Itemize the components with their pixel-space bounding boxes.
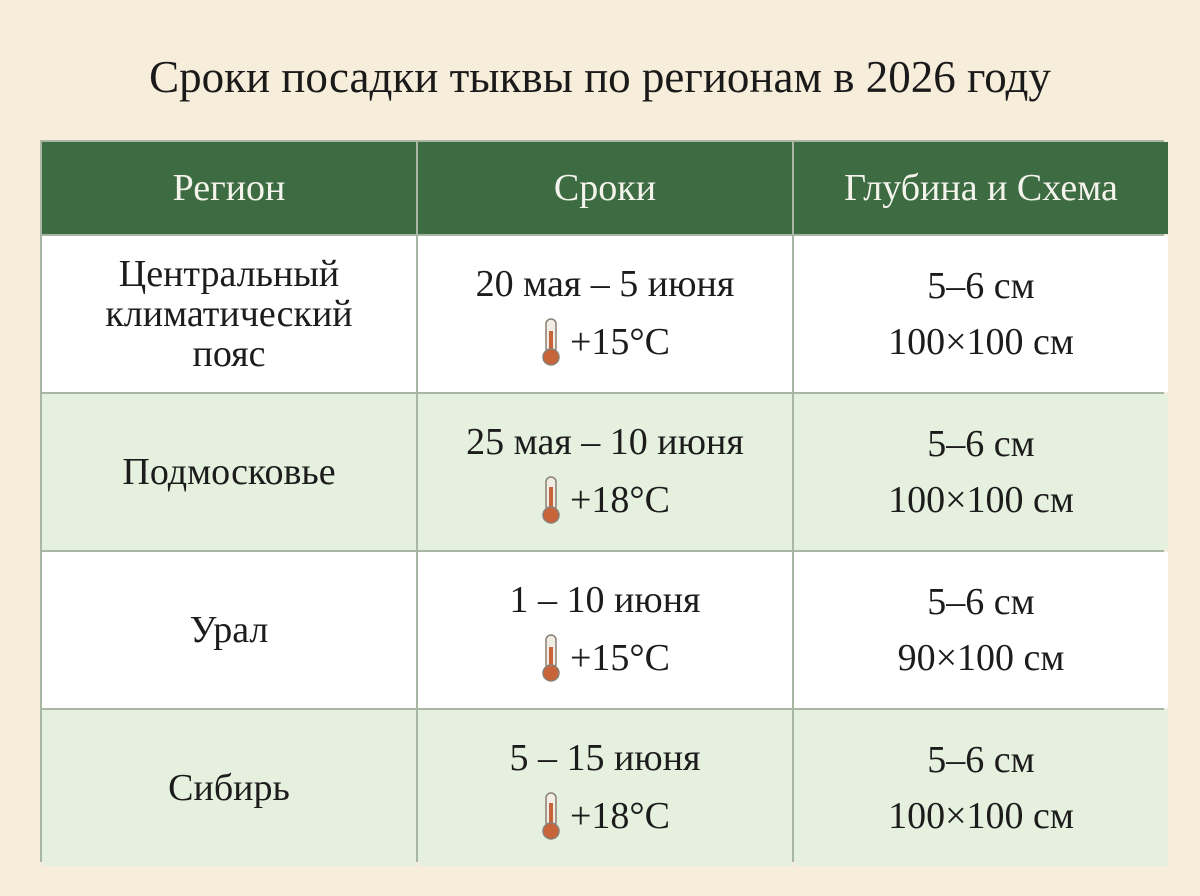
- dates-cell: [418, 394, 792, 550]
- region-name-line: климатический: [105, 293, 353, 335]
- page-title: Сроки посадки тыквы по регионам в 2026 году: [149, 52, 1051, 102]
- depth-scheme-cell: [794, 394, 1168, 550]
- header-depth-scheme: Глубина и Схема: [794, 142, 1168, 234]
- temperature: [540, 317, 670, 367]
- region-cell: [42, 552, 416, 708]
- temperature: [540, 791, 670, 841]
- region-cell: [42, 710, 416, 866]
- depth-scheme-cell: [794, 710, 1168, 866]
- depth-text: 5–6 см: [927, 739, 1035, 781]
- thermometer-icon: [540, 317, 562, 367]
- region-name-line: Подмосковье: [122, 451, 336, 493]
- dates-cell: [418, 236, 792, 392]
- region-name-line: Центральный: [118, 253, 340, 295]
- region-name-line: пояс: [192, 333, 266, 375]
- depth-text: 5–6 см: [927, 265, 1035, 307]
- depth-text: 5–6 см: [927, 423, 1035, 465]
- planting-table: [40, 140, 1164, 862]
- temperature-value: +15°C: [570, 321, 670, 363]
- dates-cell: [418, 552, 792, 708]
- scheme-text: 90×100 см: [897, 637, 1065, 679]
- dates-cell: [418, 710, 792, 866]
- dates-text: 20 мая – 5 июня: [475, 263, 735, 305]
- temperature: [540, 633, 670, 683]
- depth-scheme-cell: [794, 236, 1168, 392]
- depth-text: 5–6 см: [927, 581, 1035, 623]
- region-cell: [42, 394, 416, 550]
- region-name-line: Сибирь: [168, 767, 290, 809]
- thermometer-icon: [540, 475, 562, 525]
- temperature: [540, 475, 670, 525]
- header-region: Регион: [42, 142, 416, 234]
- scheme-text: 100×100 см: [888, 321, 1074, 363]
- thermometer-icon: [540, 633, 562, 683]
- scheme-text: 100×100 см: [888, 479, 1074, 521]
- header-dates: Сроки: [418, 142, 792, 234]
- region-name-line: Урал: [189, 609, 269, 651]
- dates-text: 25 мая – 10 июня: [466, 421, 744, 463]
- scheme-text: 100×100 см: [888, 795, 1074, 837]
- temperature-value: +15°C: [570, 637, 670, 679]
- region-cell: [42, 236, 416, 392]
- temperature-value: +18°C: [570, 795, 670, 837]
- temperature-value: +18°C: [570, 479, 670, 521]
- thermometer-icon: [540, 791, 562, 841]
- depth-scheme-cell: [794, 552, 1168, 708]
- dates-text: 1 – 10 июня: [509, 579, 701, 621]
- dates-text: 5 – 15 июня: [509, 737, 701, 779]
